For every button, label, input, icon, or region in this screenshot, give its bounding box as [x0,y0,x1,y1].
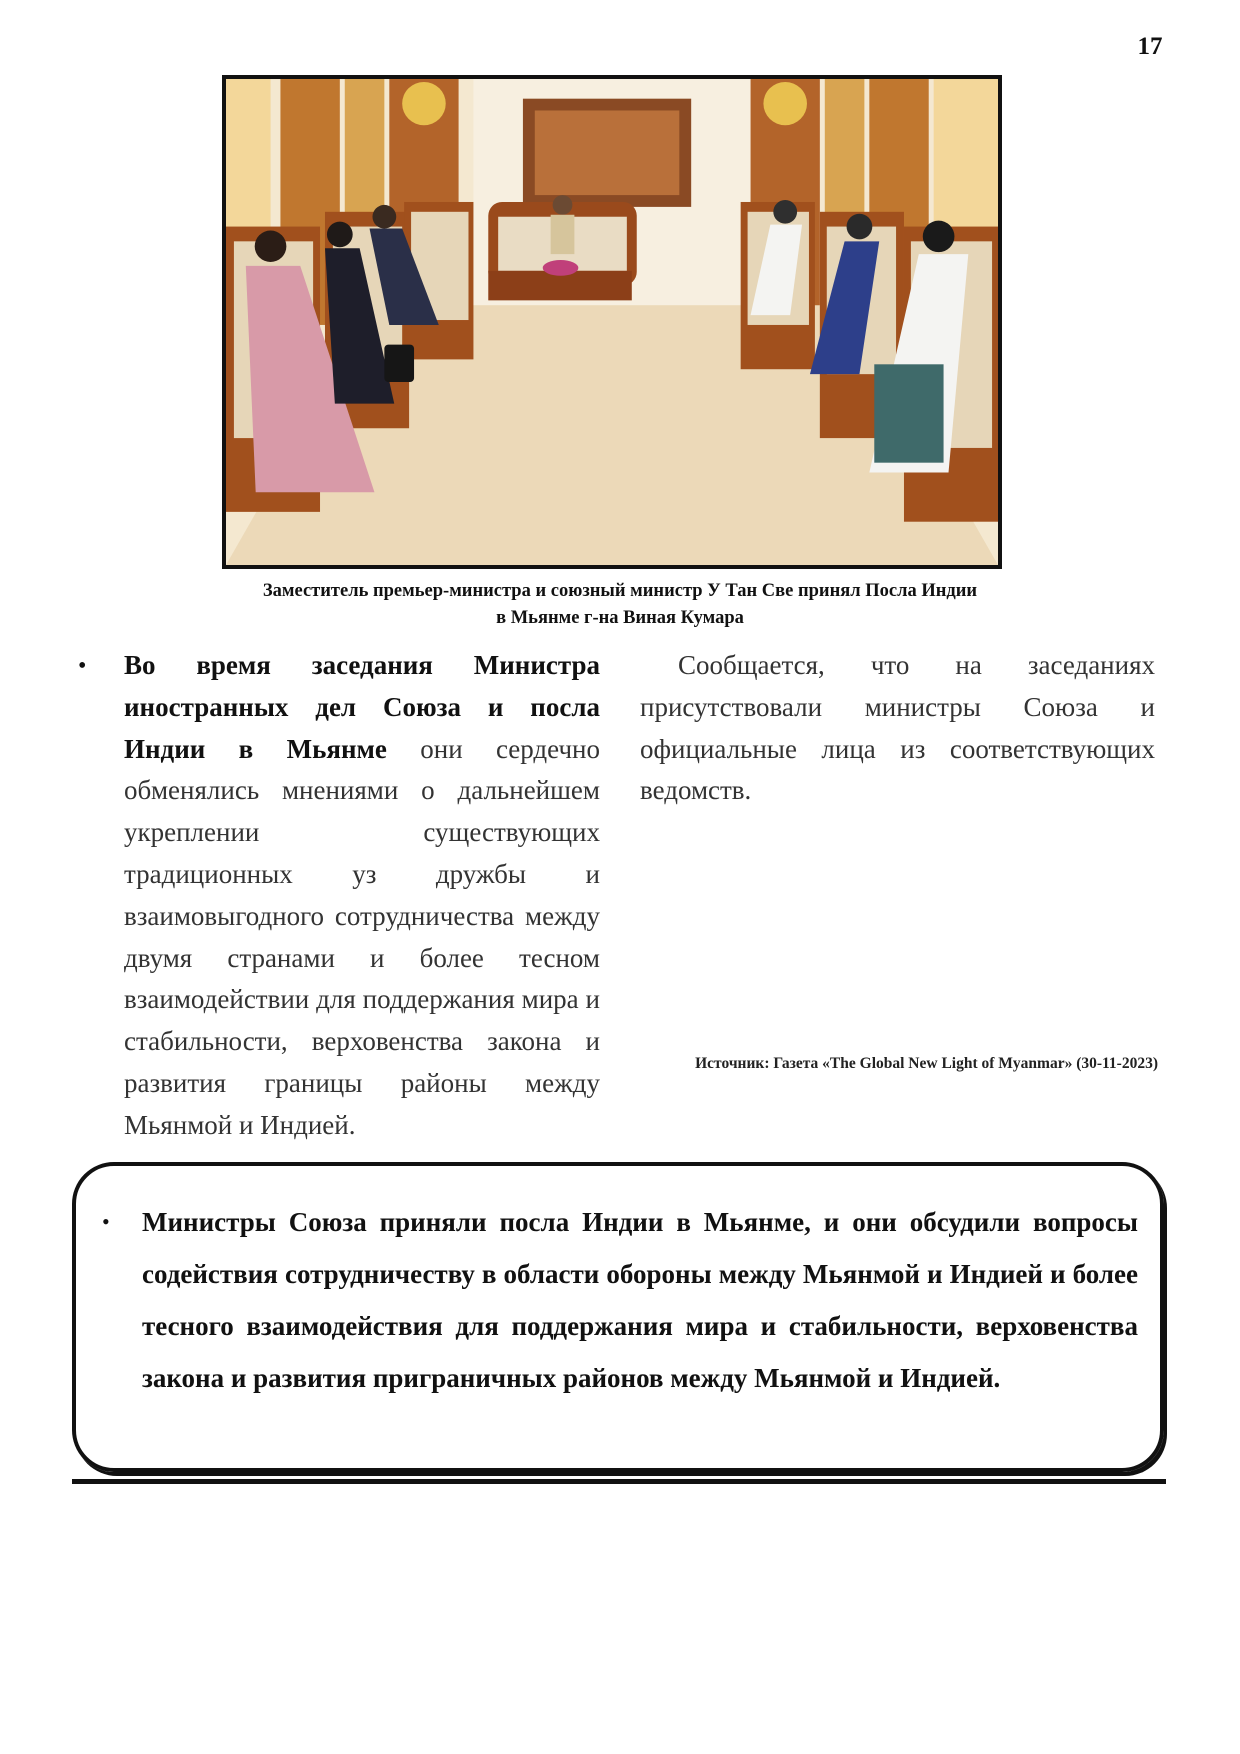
source-note: Источник: Газета «The Global New Light of Myanmar» (30-11-2023) [695,1055,1158,1072]
summary-box [72,1162,1164,1472]
bullet-icon: • [102,1209,110,1234]
right-paragraph: Сообщается, что на заседаниях присутствовали министры Союза и официальные лица из соответствующих ведомств. [640,650,1155,806]
meeting-photo-illustration [226,79,998,565]
section-divider [72,1479,1166,1484]
caption-line-1: Заместитель премьер-министра и союзный министр У Тан Све принял Посла Индии [262,581,978,601]
left-column [72,645,600,1147]
page-number: 17 [1137,33,1163,60]
photo-caption [190,578,1050,632]
left-paragraph-bold-intro: Во время заседания Министра иностранных дел Союза и посла Индии в Мьянме [124,650,600,764]
left-paragraph [124,645,600,1147]
caption-line-2: в Мьянме г-на Виная Кумара [496,608,744,628]
summary-text: Министры Союза приняли посла Индии в Мьянме, и они обсудили вопросы содействия сотрудничеству в области обороны между Мьянмой и Индией и более тесного взаимодействия для поддержания мира и стабильности, верховенства закона и развития приграничных районов между Мьянмой и Индией. [142,1207,1138,1393]
left-paragraph-text: они сердечно обменялись мнениями о дальнейшем укреплении существующих традиционных уз дружбы и взаимовыгодного сотрудничества между двумя странами и более тесном взаимодействии для поддержания мира и стабильности, верховенства закона и развития границы районы между Мьянмой и Индией. [124,733,601,1140]
right-column [640,645,1155,812]
bullet-icon: • [78,653,87,679]
meeting-photo [222,75,1002,569]
